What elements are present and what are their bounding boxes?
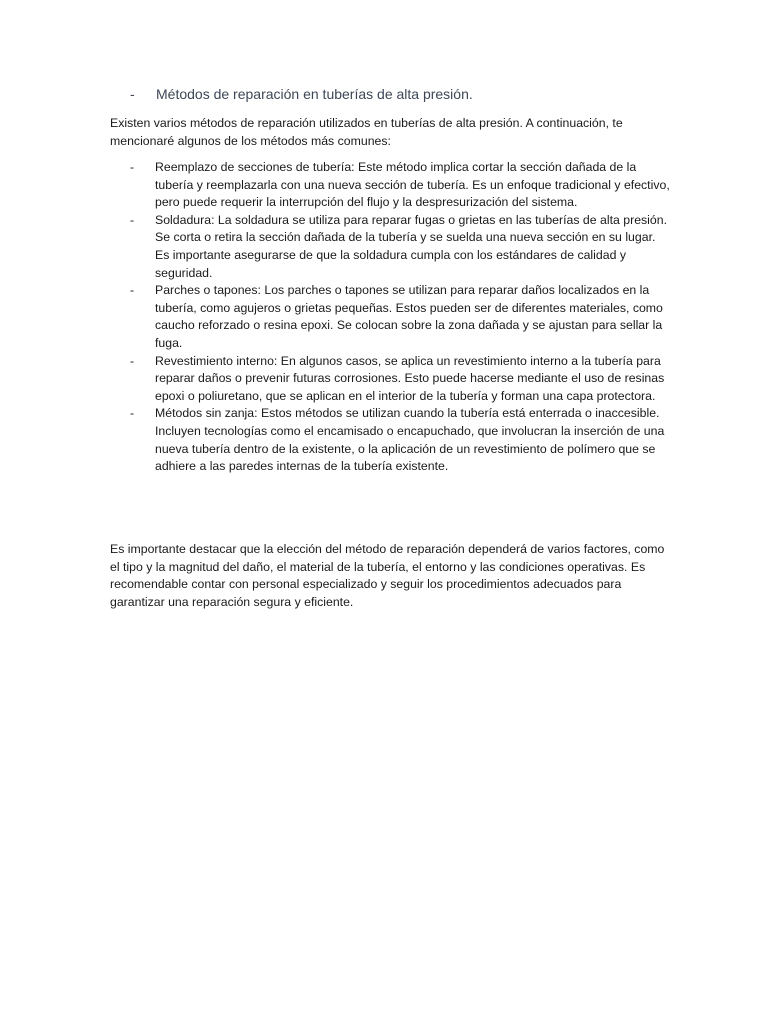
list-bullet: - <box>130 160 135 174</box>
list-item-text: Métodos sin zanja: Estos métodos se utilizan cuando la tubería está enterrada o inaccesible. Incluyen tecnologías como el encamisado o encapuchado, que involucran la inserción de una nueva tubería dentro de la existente, o la aplicación de un revestimiento de polímero que se adhiere a las paredes internas de la tubería existente. <box>155 406 665 474</box>
list-bullet: - <box>130 353 135 368</box>
list-item <box>130 159 670 212</box>
intro-paragraph: Existen varios métodos de reparación utilizados en tuberías de alta presión. A continuación, te mencionaré algunos de los métodos más comunes: <box>110 116 623 148</box>
list-item-text: Parches o tapones: Los parches o tapones se utilizan para reparar daños localizados en la tubería, como agujeros o grietas pequeñas. Estos pueden ser de diferentes materiales, como caucho reforzado o resina epoxi. Se colocan sobre la zona dañada y se ajustan para sellar la fuga. <box>155 283 663 350</box>
heading-text: Métodos de reparación en tuberías de alta presión. <box>156 86 473 102</box>
list-item-text: Revestimiento interno: En algunos casos, se aplica un revestimiento interno a la tubería para reparar daños o prevenir futuras corrosiones. Esto puede hacerse mediante el uso de resinas epoxi o poliuretano, que se aplican en el interior de la tubería y forman una capa protectora. <box>155 353 665 403</box>
list-item-text: Soldadura: La soldadura se utiliza para reparar fugas o grietas en las tuberías de alta presión. Se corta o retira la sección dañada de la tubería y se suelda una nueva sección en su lugar. Es importante asegurarse de que la soldadura cumpla con los estándares de calidad y seguridad. <box>155 212 668 280</box>
list-item <box>130 212 670 282</box>
list-item <box>130 282 670 352</box>
list-item <box>130 353 670 406</box>
list-item <box>130 405 670 475</box>
heading-bullet: - <box>130 86 135 102</box>
list-bullet: - <box>130 406 135 421</box>
list-item-text: Reemplazo de secciones de tubería: Este método implica cortar la sección dañada de la tubería y reemplazarla con una nueva sección de tubería. Es un enfoque tradicional y efectivo, pero puede requerir la interrupción del flujo y la despresurización del sistema. <box>155 160 670 210</box>
closing-paragraph: Es importante destacar que la elección del método de reparación dependerá de varios factores, como el tipo y la magnitud del daño, el material de la tubería, el entorno y las condiciones operativas. Es recomendable contar con personal especializado y seguir los procedimientos adecuados para garantizar una reparación segura y eficiente. <box>110 542 665 609</box>
list-bullet: - <box>130 283 135 298</box>
list-bullet: - <box>130 212 135 227</box>
methods-list <box>130 159 670 476</box>
section-heading <box>130 86 473 102</box>
